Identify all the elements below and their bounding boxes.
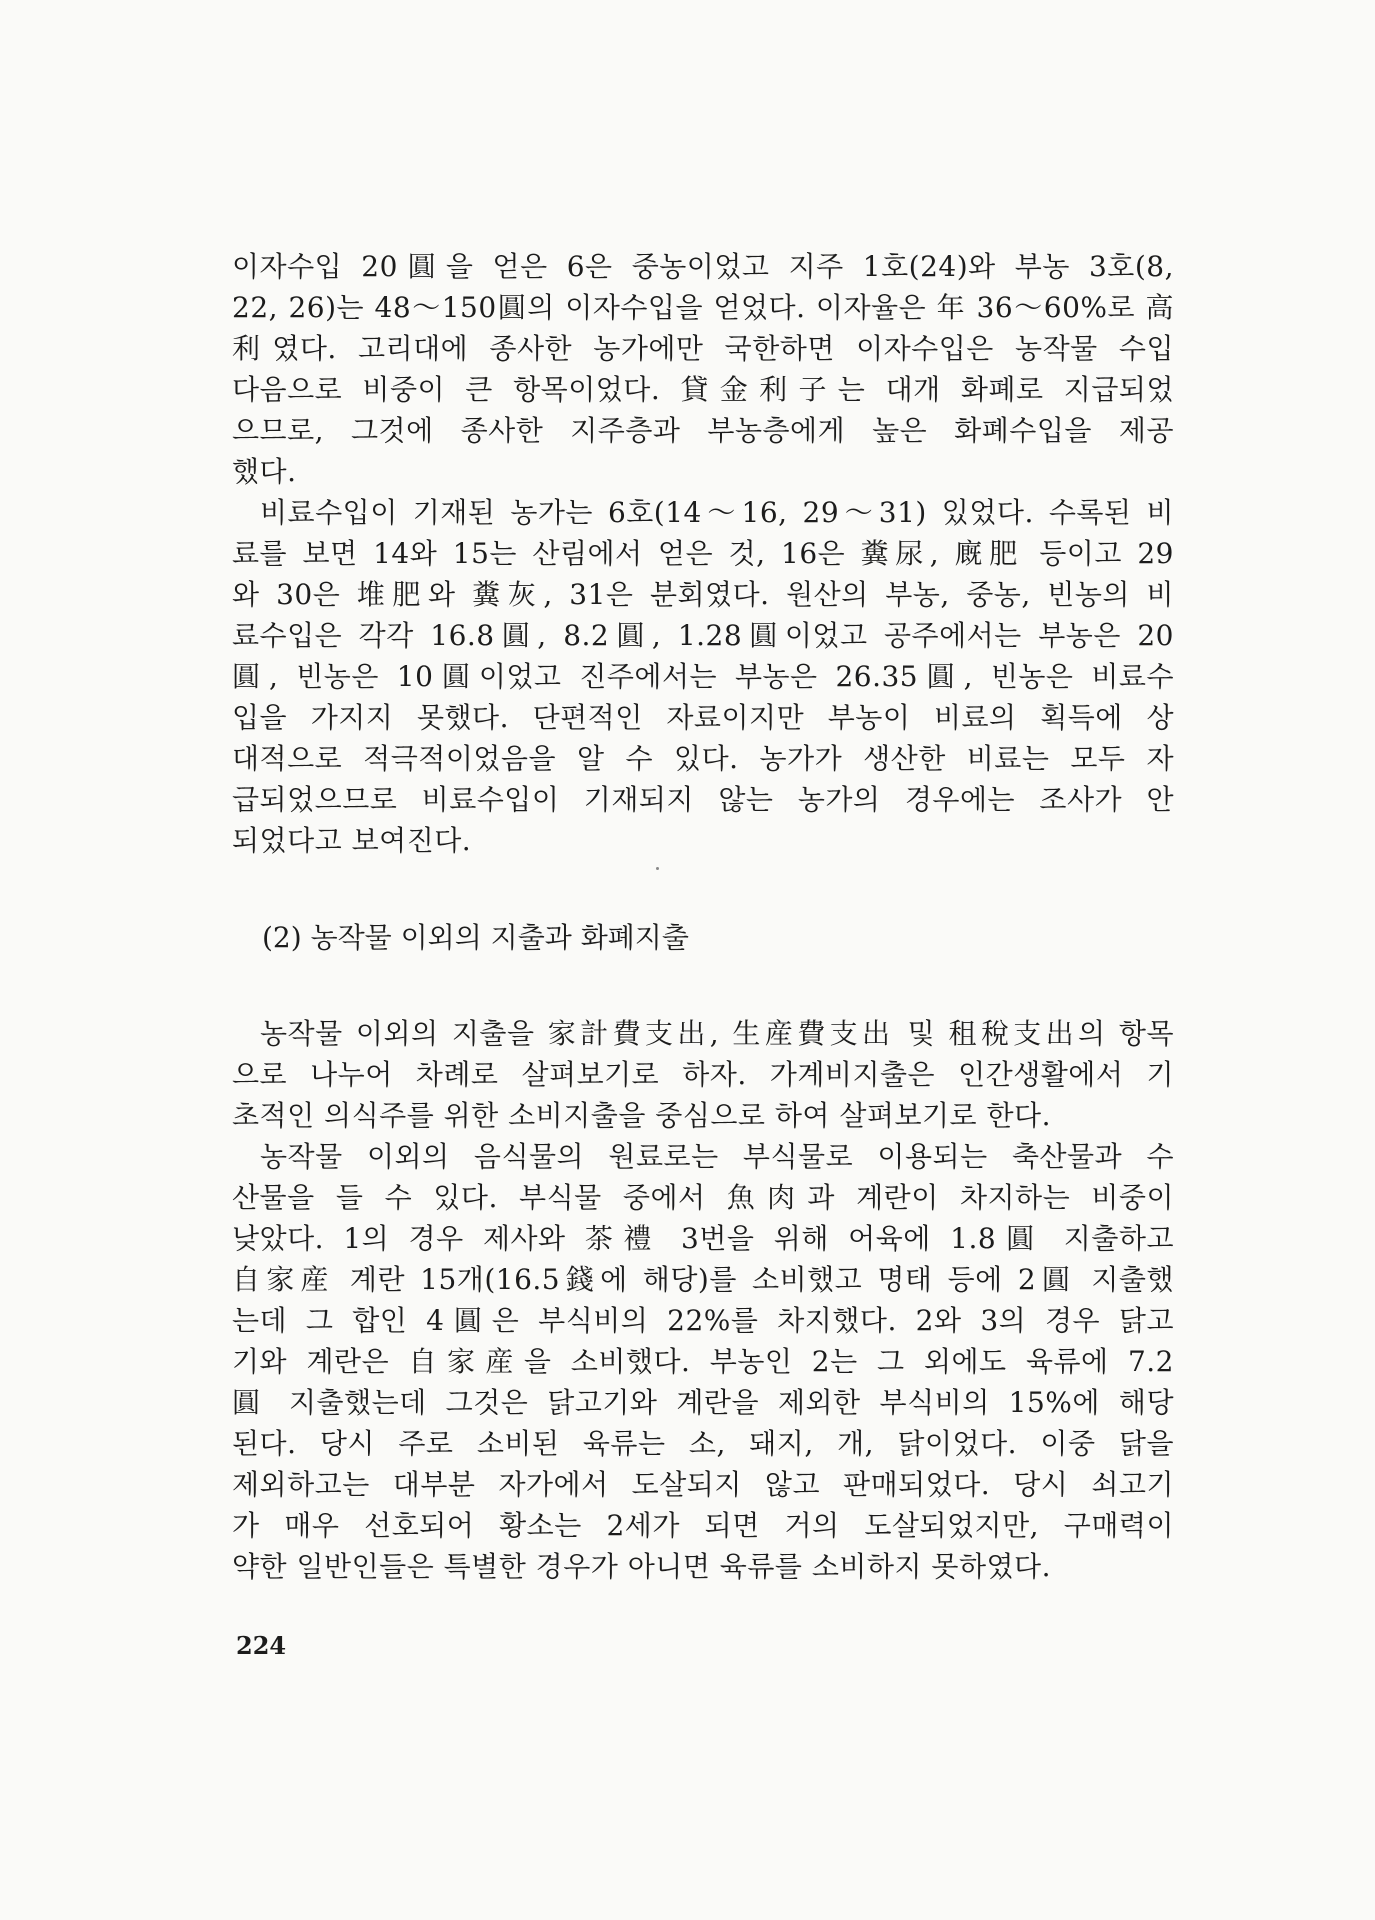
page-number: 224 [236,1631,287,1660]
paragraph-fertilizer-income [232,492,1174,861]
text-line: 했다. [232,455,297,488]
scan-speck [656,867,659,870]
text-line: 22, 26)는 48～150圓의 이자수입을 얻었다. 이자율은 年 36～60%로 高 [232,291,1174,324]
text-line: 圓 지출했는데 그것은 닭고기와 계란을 제외한 부식비의 15%에 해당 [232,1386,1174,1419]
text-line: 으므로, 그것에 종사한 지주층과 부농층에게 높은 화폐수입을 제공 [232,414,1174,447]
text-line: 입을 가지지 못했다. 단편적인 자료이지만 부농이 비료의 획득에 상 [232,701,1174,734]
text-line: 대적으로 적극적이었음을 알 수 있다. 농가가 생산한 비료는 모두 자 [232,742,1174,775]
text-line: 된다. 당시 주로 소비된 육류는 소, 돼지, 개, 닭이었다. 이중 닭을 [232,1427,1174,1460]
text-line: 료수입은 각각 16.8圓, 8.2圓, 1.28圓이었고 공주에서는 부농은 20 [232,619,1174,652]
text-line: 비료수입이 기재된 농가는 6호(14～16, 29～31) 있었다. 수록된 비 [260,496,1174,529]
text-line: 圓, 빈농은 10圓이었고 진주에서는 부농은 26.35圓, 빈농은 비료수 [232,660,1174,693]
text-line: 제외하고는 대부분 자가에서 도살되지 않고 판매되었다. 당시 쇠고기 [232,1468,1174,1501]
text-line: 와 30은 堆肥와 糞灰, 31은 분회였다. 원산의 부농, 중농, 빈농의 비 [232,578,1174,611]
text-line: 급되었으므로 비료수입이 기재되지 않는 농가의 경우에는 조사가 안 [232,783,1174,816]
text-line: 초적인 의식주를 위한 소비지출을 중심으로 하여 살펴보기로 한다. [232,1099,1052,1132]
text-line: 낮았다. 1의 경우 제사와 茶禮 3번을 위해 어육에 1.8圓 지출하고 [232,1222,1174,1255]
text-line: 는데 그 합인 4圓은 부식비의 22%를 차지했다. 2와 3의 경우 닭고 [232,1304,1174,1337]
text-line: 가 매우 선호되어 황소는 2세가 되면 거의 도살되었지만, 구매력이 [232,1509,1174,1542]
text-line: 농작물 이외의 음식물의 원료로는 부식물로 이용되는 축산물과 수 [260,1140,1174,1173]
paragraph-side-dishes [232,1136,1174,1587]
text-line: 산물을 들 수 있다. 부식물 중에서 魚肉과 계란이 차지하는 비중이 [232,1181,1174,1214]
body-text [232,246,1174,1587]
text-line: 약한 일반인들은 특별한 경우가 아니면 육류를 소비하지 못하였다. [232,1550,1052,1583]
text-line: 으로 나누어 차례로 살펴보기로 하자. 가계비지출은 인간생활에서 기 [232,1058,1174,1091]
text-line: 自家産 계란 15개(16.5錢에 해당)를 소비했고 명태 등에 2圓 지출했 [232,1263,1174,1296]
text-line: 利였다. 고리대에 종사한 농가에만 국한하면 이자수입은 농작물 수입 [232,332,1174,365]
text-line: 이자수입 20圓을 얻은 6은 중농이었고 지주 1호(24)와 부농 3호(8, [232,250,1174,283]
paragraph-interest-income [232,246,1174,492]
text-line: 기와 계란은 自家産을 소비했다. 부농인 2는 그 외에도 육류에 7.2 [232,1345,1174,1378]
section-heading: (2) 농작물 이외의 지출과 화폐지출 [262,921,689,954]
text-line: 료를 보면 14와 15는 산림에서 얻은 것, 16은 糞尿, 廐肥 등이고 29 [232,537,1174,570]
text-line: 다음으로 비중이 큰 항목이었다. 貸金利子는 대개 화폐로 지급되었 [232,373,1174,406]
text-line: 되었다고 보여진다. [232,824,472,857]
text-line: 농작물 이외의 지출을 家計費支出, 生産費支出 및 租稅支出의 항목 [260,1017,1174,1050]
paragraph-expenditure-intro [232,1013,1174,1136]
section-heading-block [232,917,1174,958]
